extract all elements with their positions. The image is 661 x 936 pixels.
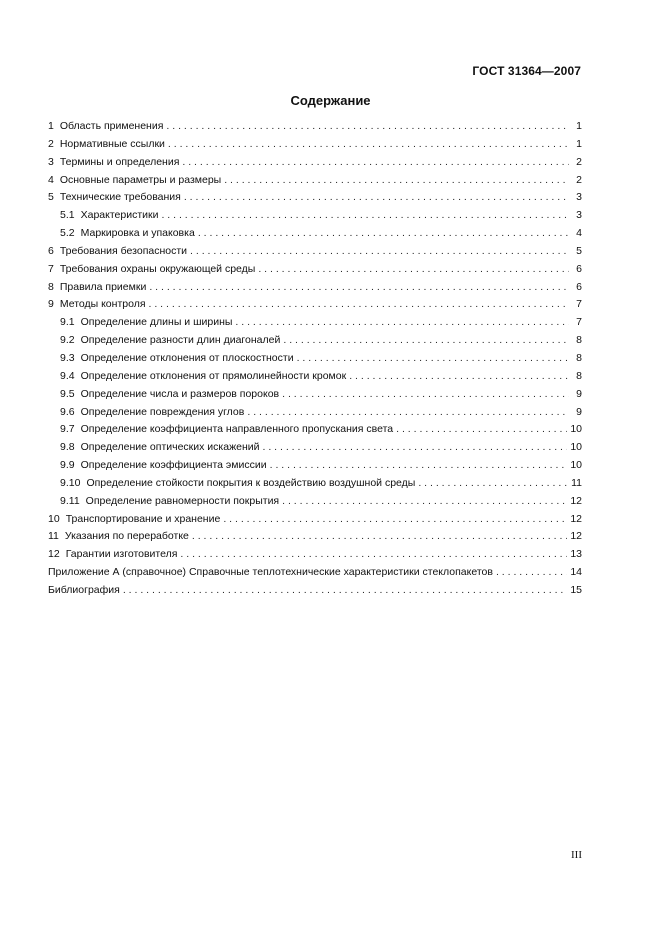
page-number: III [571, 849, 582, 861]
toc-entry [48, 227, 582, 245]
dot-leader [168, 138, 569, 150]
dot-leader [258, 263, 569, 275]
dot-leader [297, 352, 569, 364]
toc-entry-page: 3 [576, 209, 582, 222]
toc-entry-number: 9.9 [60, 459, 75, 472]
toc-entry-number: 9.7 [60, 423, 75, 436]
dot-leader [161, 209, 569, 221]
dot-leader [223, 513, 567, 525]
toc-entry-number: 9.11 [60, 494, 80, 507]
toc-entry-page: 5 [576, 244, 582, 257]
toc-entry-page: 11 [571, 476, 582, 489]
dot-leader [182, 156, 569, 168]
dot-leader [496, 566, 567, 578]
toc-entry-number: 2 [48, 137, 54, 150]
toc-entry-page: 10 [570, 423, 582, 436]
toc-entry [48, 530, 582, 548]
toc-entry-number: 1 [48, 120, 54, 132]
toc-entry-title: Нормативные ссылки [59, 137, 165, 150]
toc-entry [48, 388, 582, 406]
toc-entry [48, 120, 582, 138]
toc-entry-page: 9 [576, 405, 582, 418]
toc-entry [48, 174, 582, 192]
dot-leader [123, 584, 567, 596]
toc-entry-number: 9 [48, 298, 54, 311]
dot-leader [235, 316, 569, 328]
toc-entry-page: 12 [570, 512, 582, 525]
toc-entry-title: Основные параметры и размеры [59, 173, 222, 186]
dot-leader [192, 530, 567, 542]
dot-leader [270, 459, 568, 471]
toc-entry-page: 4 [576, 227, 582, 240]
toc-entry-number: 9.6 [60, 405, 75, 418]
toc-entry-title: Определение длины и ширины [80, 316, 233, 329]
toc-entry-page: 15 [570, 583, 582, 596]
toc-entry-title: Требования безопасности [59, 244, 188, 257]
toc-entry-title: Определение коэффициента направленного пропускания света [80, 423, 394, 436]
toc-entry-title: Определение отклонения от прямолинейности кромок [80, 369, 347, 382]
toc-entry [48, 477, 582, 495]
toc-entry-title: Определение равномерности покрытия [85, 494, 280, 507]
toc-entry-number: 12 [48, 548, 60, 561]
dot-leader [149, 298, 569, 310]
toc-entry-title: Определение повреждения углов [80, 405, 245, 418]
toc-entry-title: Характеристики [80, 209, 159, 222]
toc-entry [48, 495, 582, 513]
toc-entry-page: 12 [570, 530, 582, 543]
dot-leader [283, 334, 569, 346]
toc-entry [48, 334, 582, 352]
toc-entry-page: 10 [570, 441, 582, 454]
table-of-contents [48, 120, 582, 602]
toc-entry-page: 2 [576, 155, 582, 168]
dot-leader [247, 406, 569, 418]
toc-entry-number: 9.1 [60, 316, 75, 329]
toc-entry-number: 6 [48, 244, 54, 257]
toc-entry-title: Определение оптических искажений [80, 441, 260, 454]
toc-entry-page: 14 [570, 566, 582, 579]
toc-entry-number: 9.2 [60, 334, 75, 347]
toc-entry-title: Технические требования [59, 191, 181, 204]
dot-leader [262, 441, 567, 453]
toc-entry [48, 441, 582, 459]
toc-entry [48, 352, 582, 370]
toc-entry-page: 8 [576, 334, 582, 347]
toc-entry-number: 8 [48, 280, 54, 293]
toc-entry-title: Методы контроля [59, 298, 146, 311]
toc-entry-title: Гарантии изготовителя [65, 548, 178, 561]
toc-entry-number: 5.1 [60, 209, 75, 222]
toc-entry [48, 281, 582, 299]
dot-leader [190, 245, 569, 257]
toc-entry-title: Определение разности длин диагоналей [80, 334, 281, 347]
toc-entry-page: 1 [576, 120, 582, 132]
toc-entry [48, 548, 582, 566]
dot-leader [166, 120, 569, 132]
toc-entry-title: Библиография [48, 583, 120, 596]
toc-entry-title: Приложение А (справочное) Справочные теплотехнические характеристики стеклопакетов [48, 566, 493, 579]
toc-entry-title: Требования охраны окружающей среды [59, 262, 256, 275]
toc-entry [48, 298, 582, 316]
dot-leader [282, 388, 569, 400]
toc-entry-page: 12 [570, 494, 582, 507]
toc-entry [48, 209, 582, 227]
dot-leader [349, 370, 569, 382]
dot-leader [282, 495, 567, 507]
document-code: ГОСТ 31364—2007 [472, 64, 581, 78]
dot-leader [180, 548, 567, 560]
toc-entry-title: Определение числа и размеров пороков [80, 387, 280, 400]
toc-entry-number: 5 [48, 191, 54, 204]
toc-entry-title: Определение отклонения от плоскостности [80, 351, 294, 364]
toc-entry [48, 584, 582, 602]
toc-entry-page: 7 [576, 316, 582, 329]
toc-entry [48, 245, 582, 263]
toc-entry-page: 6 [576, 280, 582, 293]
toc-entry-number: 9.8 [60, 441, 75, 454]
toc-entry-page: 13 [570, 548, 582, 561]
toc-entry-page: 8 [576, 351, 582, 364]
toc-entry [48, 459, 582, 477]
dot-leader [396, 423, 567, 435]
toc-entry-page: 2 [576, 173, 582, 186]
toc-entry-number: 3 [48, 155, 54, 168]
dot-leader [198, 227, 569, 239]
toc-entry-page: 9 [576, 387, 582, 400]
toc-entry-page: 6 [576, 262, 582, 275]
toc-title: Содержание [290, 93, 371, 108]
toc-entry [48, 316, 582, 334]
toc-entry-page: 7 [576, 298, 582, 311]
toc-entry-page: 8 [576, 369, 582, 382]
toc-entry-number: 9.3 [60, 351, 75, 364]
toc-entry-title: Определение коэффициента эмиссии [80, 459, 267, 472]
toc-entry-title: Правила приемки [59, 280, 147, 293]
toc-entry [48, 423, 582, 441]
toc-entry-number: 9.4 [60, 369, 75, 382]
toc-entry-title: Маркировка и упаковка [80, 227, 195, 240]
toc-entry-title: Область применения [59, 120, 164, 132]
toc-entry [48, 156, 582, 174]
dot-leader [149, 281, 569, 293]
toc-entry [48, 406, 582, 424]
toc-entry-title: Определение стойкости покрытия к воздействию воздушной среды [86, 476, 416, 489]
toc-entry-page: 10 [570, 459, 582, 472]
toc-entry-title: Термины и определения [59, 155, 180, 168]
toc-entry [48, 138, 582, 156]
toc-entry-title: Транспортирование и хранение [65, 512, 221, 525]
toc-entry-page: 3 [576, 191, 582, 204]
toc-entry [48, 370, 582, 388]
toc-entry-number: 4 [48, 173, 54, 186]
toc-entry [48, 263, 582, 281]
toc-entry [48, 513, 582, 531]
toc-entry-page: 1 [576, 137, 582, 150]
dot-leader [184, 191, 569, 203]
toc-entry-number: 5.2 [60, 227, 75, 240]
toc-entry-number: 10 [48, 512, 60, 525]
toc-entry-number: 11 [48, 530, 59, 543]
toc-entry [48, 191, 582, 209]
toc-entry [48, 566, 582, 584]
toc-entry-number: 9.5 [60, 387, 75, 400]
dot-leader [418, 477, 568, 489]
toc-entry-number: 9.10 [60, 476, 81, 489]
dot-leader [224, 174, 569, 186]
toc-entry-number: 7 [48, 262, 54, 275]
toc-entry-title: Указания по переработке [64, 530, 189, 543]
